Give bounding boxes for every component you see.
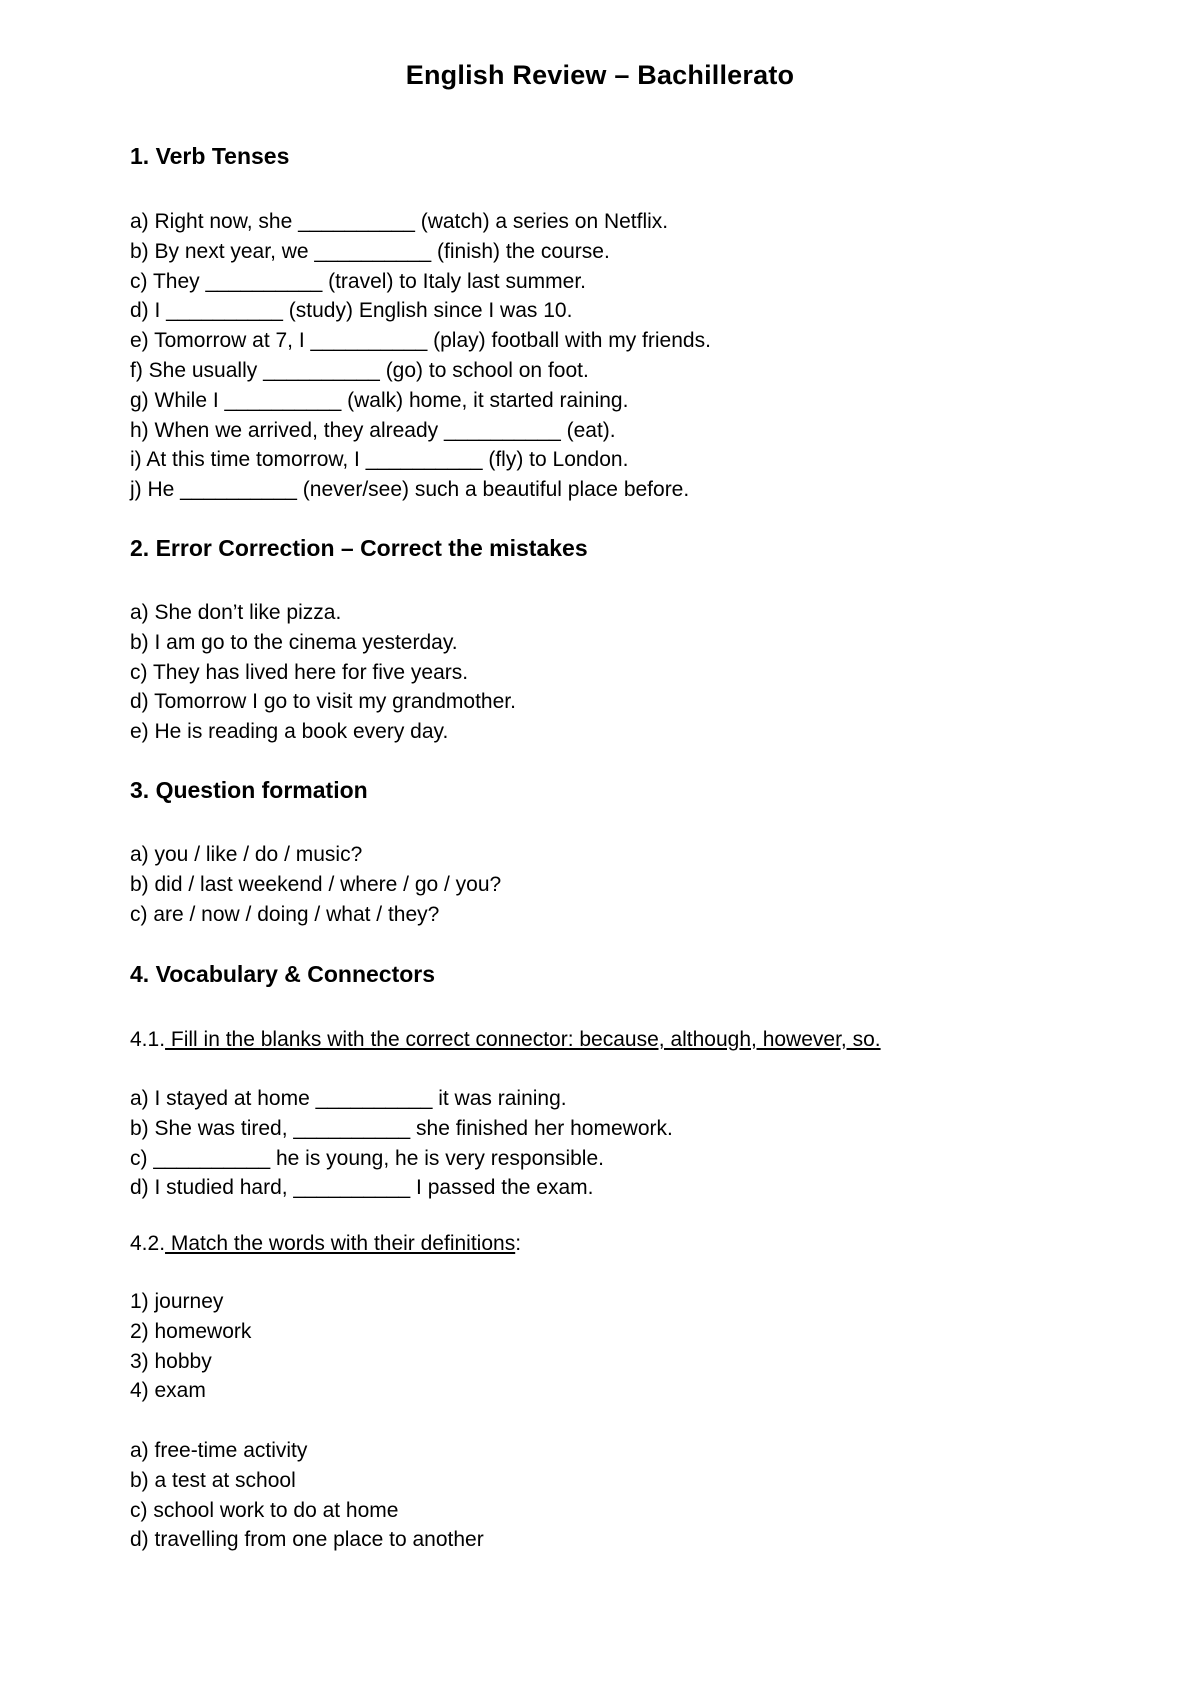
section-verb-tenses	[130, 141, 1130, 171]
section-heading: 4. Vocabulary & Connectors	[130, 961, 436, 987]
exercise-item: e) He is reading a book every day.	[130, 720, 449, 744]
error-correction-list	[130, 598, 1130, 747]
instruction-number: 4.2.	[130, 1232, 166, 1255]
exercise-item: a) Right now, she __________ (watch) a series on Netflix.	[130, 210, 669, 233]
exercise-item: c) __________ he is young, he is very responsible.	[130, 1146, 604, 1170]
instruction-4-1	[130, 1025, 1130, 1055]
word-item: 3) hobby	[130, 1349, 212, 1373]
exercise-item: b) did / last weekend / where / go / you?	[130, 872, 502, 896]
definition-item: d) travelling from one place to another	[130, 1528, 484, 1552]
exercise-item: d) I __________ (study) English since I was 10.	[130, 299, 573, 323]
section-heading: 3. Question formation	[130, 777, 368, 803]
connectors-list	[130, 1084, 1130, 1203]
instruction-text: Match the words with their definitions	[165, 1232, 516, 1255]
section-vocabulary-connectors	[130, 959, 1130, 989]
section-heading: 1. Verb Tenses	[130, 143, 290, 169]
exercise-item: c) They has lived here for five years.	[130, 660, 469, 684]
exercise-item: h) When we arrived, they already __________ (eat).	[130, 418, 616, 442]
definitions-list	[130, 1436, 1130, 1555]
exercise-item: b) I am go to the cinema yesterday.	[130, 630, 458, 654]
word-item: 2) homework	[130, 1319, 252, 1343]
definition-item: c) school work to do at home	[130, 1498, 399, 1522]
instruction-suffix: :	[515, 1232, 522, 1255]
exercise-item: a) She don’t like pizza.	[130, 601, 342, 624]
exercise-item: c) are / now / doing / what / they?	[130, 902, 440, 926]
instruction-4-2	[130, 1229, 1130, 1259]
question-formation-list	[130, 840, 1130, 929]
exercise-item: i) At this time tomorrow, I __________ (fly) to London.	[130, 448, 629, 472]
document-title: English Review – Bachillerato	[405, 60, 795, 90]
exercise-item: d) I studied hard, __________ I passed the exam.	[130, 1176, 594, 1200]
exercise-item: j) He __________ (never/see) such a beautiful place before.	[130, 478, 690, 502]
exercise-item: d) Tomorrow I go to visit my grandmother.	[130, 690, 516, 714]
instruction-number: 4.1.	[130, 1028, 166, 1051]
exercise-item: a) I stayed at home __________ it was raining.	[130, 1087, 567, 1110]
exercise-item: e) Tomorrow at 7, I __________ (play) football with my friends.	[130, 329, 711, 353]
definition-item: b) a test at school	[130, 1468, 296, 1492]
exercise-item: a) you / like / do / music?	[130, 843, 363, 866]
exercise-item: c) They __________ (travel) to Italy last summer.	[130, 269, 586, 293]
section-error-correction	[130, 533, 1130, 563]
section-question-formation	[130, 775, 1130, 805]
exercise-item: b) She was tired, __________ she finished her homework.	[130, 1116, 673, 1140]
exercise-item: f) She usually __________ (go) to school on foot.	[130, 358, 589, 382]
word-item: 4) exam	[130, 1379, 206, 1403]
exercise-item: b) By next year, we __________ (finish) the course.	[130, 239, 610, 263]
exercise-item: g) While I __________ (walk) home, it started raining.	[130, 388, 629, 412]
words-list	[130, 1287, 1130, 1406]
section-heading: 2. Error Correction – Correct the mistakes	[130, 535, 588, 561]
definition-item: a) free-time activity	[130, 1439, 308, 1462]
verb-tenses-list	[130, 207, 1130, 505]
word-item: 1) journey	[130, 1290, 224, 1313]
instruction-text: Fill in the blanks with the correct connector: because, although, however, so.	[165, 1028, 881, 1051]
